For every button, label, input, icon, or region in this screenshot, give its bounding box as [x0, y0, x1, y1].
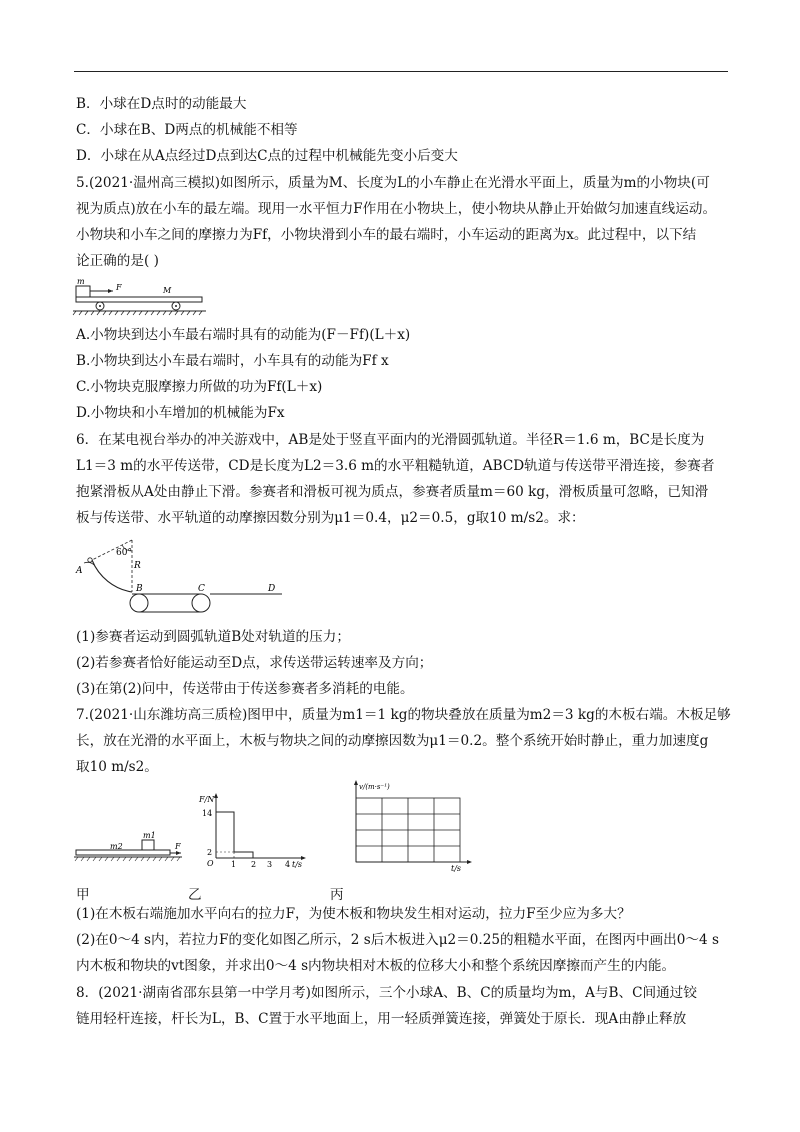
q5-line-2: 视为质点)放在小车的最左端。现用一水平恒力F作用在小物块上，使小物块从静止开始做匀加速直线运动。: [76, 201, 717, 217]
label-R: R: [134, 561, 141, 571]
tick-2: 2: [207, 848, 213, 857]
caption-yi: 乙: [188, 887, 202, 903]
header-rule: [74, 71, 728, 72]
origin-label: O: [207, 859, 214, 868]
q8-line-2: 链用轻杆连接，杆长为L，B、C置于水平地面上，用一轻质弹簧连接，弹簧处于原长．现A由静止释放: [76, 1011, 687, 1027]
q7-sub-3: 内木板和物块的vt图象，并求出0～4 s内物块相对木板的位移大小和整个系统因摩擦而产生的内能。: [76, 958, 676, 974]
caption-bing: 丙: [330, 887, 344, 903]
option-d-q4: D．小球在从A点经过D点到达C点的过程中机械能先变小后变大: [76, 148, 458, 164]
figure-yi-force-graph: [196, 790, 311, 872]
y-axis-label-bing: v/(m·s⁻¹): [359, 783, 390, 791]
track-figure: [70, 530, 290, 620]
q7-sub-1: (1)在木板右端施加水平向右的拉力F，为使木板和物块发生相对运动，拉力F至少应为多大？: [76, 906, 631, 922]
contestant-icon: [88, 558, 92, 562]
label-C: C: [198, 584, 205, 594]
q5-option-b: B.小物块到达小车最右端时，小车具有的动能为Ff x: [76, 353, 389, 369]
label-A: A: [76, 566, 83, 576]
x-axis-label: t/s: [292, 860, 303, 869]
label-m2: m2: [110, 842, 123, 851]
tick-x2: 2: [251, 860, 257, 869]
tick-x3: 3: [267, 860, 273, 869]
tick-x1: 1: [231, 860, 237, 869]
block-m: [76, 286, 90, 297]
cart-board: [76, 297, 202, 302]
option-b-q4: B．小球在D点时的动能最大: [76, 96, 247, 112]
label-F: F: [116, 283, 122, 292]
grid: [356, 798, 460, 862]
x-axis-label-bing: t/s: [451, 864, 462, 873]
q7-line-2: 长，放在光滑的水平面上，木板与物块之间的动摩擦因数为μ1＝0.2。整个系统开始时静止，重力加速度g: [76, 733, 709, 749]
option-c-q4: C．小球在B、D两点的机械能不相等: [76, 122, 298, 138]
arc-track: [92, 560, 132, 592]
block-m1: [142, 840, 154, 850]
q7-sub-2: (2)在0～4 s内，若拉力F的变化如图乙所示，2 s后木板进入μ2＝0.25的粗糙水平面，在图丙中画出0～4 s: [76, 932, 719, 948]
q6-sub-3: (3)在第(2)问中，传送带由于传送参赛者多消耗的电能。: [76, 681, 414, 697]
q6-sub-1: (1)参赛者运动到圆弧轨道B处对轨道的压力；: [76, 629, 350, 645]
q5-line-1: 5.(2021·温州高三模拟)如图所示，质量为M、长度为L的小车静止在光滑水平面上，质量为m的小物块(可: [76, 175, 710, 191]
angle-label: 60°: [116, 548, 132, 558]
figure-jia: [70, 828, 195, 870]
roller-left: [130, 594, 148, 612]
cart-figure: [70, 272, 210, 322]
q7-line-1: 7.(2021·山东潍坊高三质检)图甲中，质量为m1＝1 kg的物块叠放在质量为m2＝3 kg的木板右端。木板足够: [76, 707, 731, 723]
tick-x4: 4: [285, 860, 291, 869]
label-M: M: [163, 286, 172, 295]
q5-option-c: C.小物块克服摩擦力所做的功为Ff(L＋x): [76, 379, 323, 395]
q6-line-2: L1＝3 m的水平传送带，CD是长度为L2＝3.6 m的水平粗糙轨道，ABCD轨道与传送带平滑连接，参赛者: [76, 458, 715, 474]
figure-bing-vt-grid: [346, 778, 476, 878]
q5-line-3: 小物块和小车之间的摩擦力为Ff，小物块滑到小车的最右端时，小车运动的距离为x。此过程中，以下结: [76, 227, 697, 243]
label-F-jia: F: [175, 842, 181, 851]
q8-line-1: 8．(2021·湖南省邵东县第一中学月考)如图所示，三个小球A、B、C的质量均为m，A与B、C间通过铰: [76, 985, 697, 1001]
label-D: D: [268, 584, 276, 594]
q5-option-d: D.小物块和小车增加的机械能为Fx: [76, 405, 285, 421]
q7-line-3: 取10 m/s2。: [76, 759, 158, 775]
q6-sub-2: (2)若参赛者恰好能运动至D点，求传送带运转速率及方向；: [76, 655, 433, 671]
roller-right: [192, 594, 210, 612]
label-m1: m1: [143, 831, 156, 840]
board-m2: [76, 850, 170, 855]
label-m: m: [77, 277, 85, 286]
caption-jia: 甲: [76, 887, 90, 903]
tick-14: 14: [202, 809, 213, 818]
q6-line-4: 板与传送带、水平轨道的动摩擦因数分别为μ1＝0.4，μ2＝0.5，g取10 m/s2。求：: [76, 510, 585, 526]
y-axis-label: F/N: [199, 795, 215, 804]
q5-option-a: A.小物块到达小车最右端时具有的动能为(F－Ff)(L＋x): [76, 327, 411, 343]
force-curve: [216, 812, 253, 858]
q6-line-3: 抱紧滑板从A处由静止下滑。参赛者和滑板可视为质点，参赛者质量m＝60 kg，滑板质量可忽略，已知滑: [76, 484, 709, 500]
q5-line-4: 论正确的是( ): [76, 253, 159, 269]
q6-line-1: 6．在某电视台举办的冲关游戏中，AB是处于竖直平面内的光滑圆弧轨道。半径R＝1.6 m，BC是长度为: [76, 432, 705, 448]
label-B: B: [136, 584, 143, 594]
